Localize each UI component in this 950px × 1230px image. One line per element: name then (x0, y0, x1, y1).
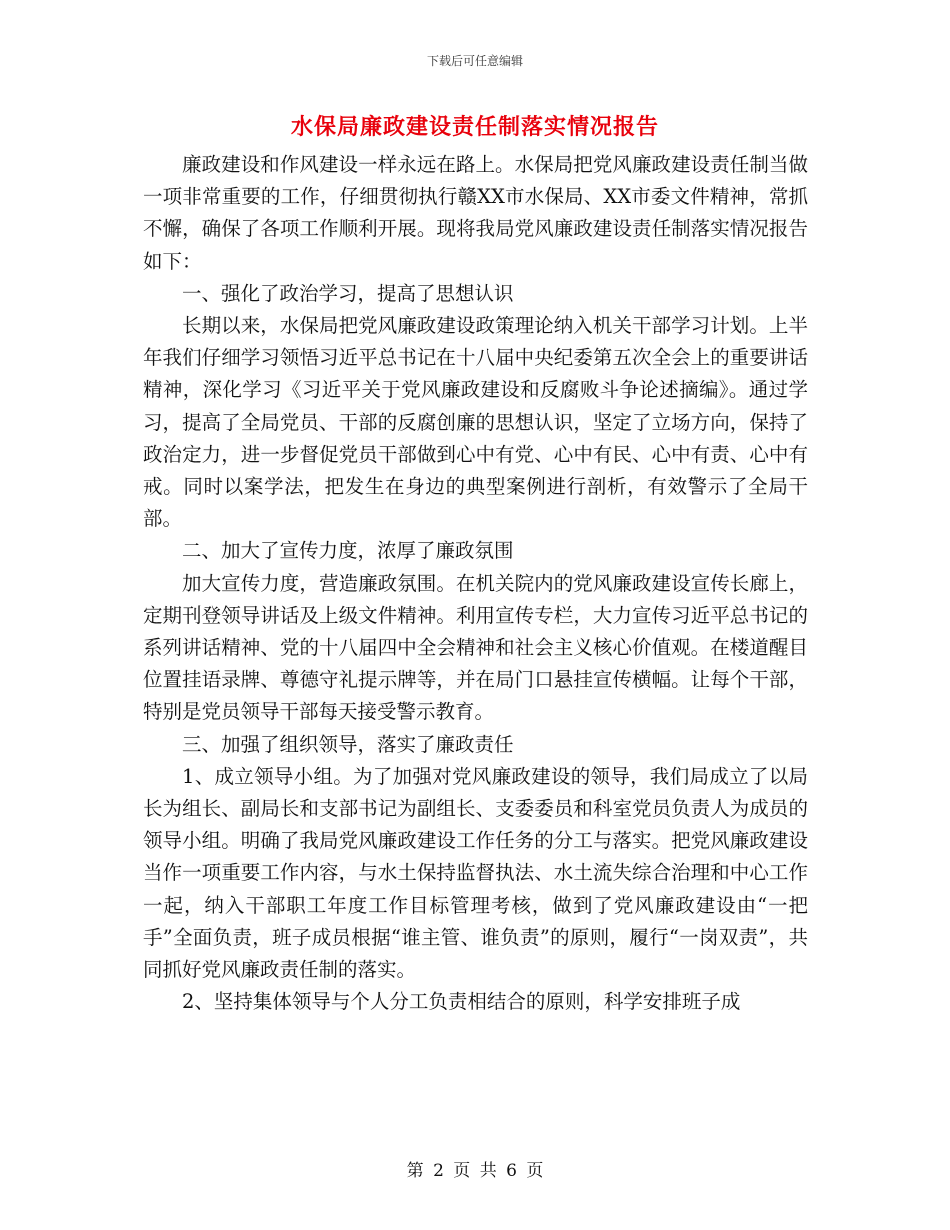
section-heading-2: 二、加大了宣传力度，浓厚了廉政氛围 (182, 539, 514, 563)
section-heading-1: 一、强化了政治学习，提高了思想认识 (182, 281, 514, 305)
paragraph-item-1: 1、成立领导小组。为了加强对党风廉政建设的领导，我们局成立了以局长为组长、副局长和支部书记为副组长、支委委员和科室党员负责人为成员的领导小组。明确了我局党风廉政建设工作任务的分工与落实。把党风廉政建设当作一项重要工作内容，与水土保持监督执法、水土流失综合治理和中心工作一起，纳入干部职工年度工作目标管理考核，做到了党风廉政建设由“一把手”全面负责，班子成员根据“谁主管、谁负责”的原则，履行“一岗双责”，共同抓好党风廉政责任制的落实。 (143, 764, 808, 982)
page-number: 第 2 页 共 6 页 (406, 1161, 544, 1181)
header-note: 下载后可任意编辑 (426, 54, 523, 68)
section-heading-3: 三、加强了组织领导，落实了廉政责任 (182, 732, 514, 756)
document-body (143, 149, 808, 1018)
paragraph-item-2: 2、坚持集体领导与个人分工负责相结合的原则，科学安排班子成 (182, 990, 741, 1014)
paragraph-section-2: 加大宣传力度，营造廉政氛围。在机关院内的党风廉政建设宣传长廊上，定期刊登领导讲话及上级文件精神。利用宣传专栏，大力宣传习近平总书记的系列讲话精神、党的十八届四中全会精神和社会主义核心价值观。在楼道醒目位置挂语录牌、尊德守礼提示牌等，并在局门口悬挂宣传横幅。让每个干部，特别是党员领导干部每天接受警示教育。 (143, 571, 808, 724)
document-title: 水保局廉政建设责任制落实情况报告 (290, 115, 659, 140)
paragraph-intro: 廉政建设和作风建设一样永远在路上。水保局把党风廉政建设责任制当做一项非常重要的工作，仔细贯彻执行赣XX市水保局、XX市委文件精神，常抓不懈，确保了各项工作顺利开展。现将我局党风廉政建设责任制落实情况报告如下： (143, 153, 808, 273)
paragraph-section-1: 长期以来，水保局把党风廉政建设政策理论纳入机关干部学习计划。上半年我们仔细学习领悟习近平总书记在十八届中央纪委第五次全会上的重要讲话精神，深化学习《习近平关于党风廉政建设和反腐败斗争论述摘编》。通过学习，提高了全局党员、干部的反腐创廉的思想认识，坚定了立场方向，保持了政治定力，进一步督促党员干部做到心中有党、心中有民、心中有责、心中有戒。同时以案学法，把发生在身边的典型案例进行剖析，有效警示了全局干部。 (143, 314, 808, 531)
